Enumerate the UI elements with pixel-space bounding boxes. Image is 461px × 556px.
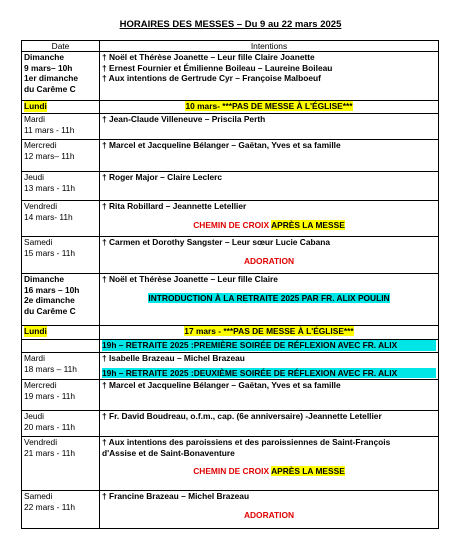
intentions-cell: † Roger Major – Claire Leclerc <box>100 172 439 201</box>
date-cell: Mardi 18 mars – 11h <box>22 353 100 380</box>
intentions-cell <box>100 340 439 353</box>
date-cell: Vendredi 14 mars- 11h <box>22 201 100 237</box>
date-cell: Samedi 15 mars - 11h <box>22 237 100 274</box>
table-row <box>22 326 439 340</box>
table-row <box>22 140 439 172</box>
way-of-cross-note: CHEMIN DE CROIX APRÈS LA MESSE <box>193 466 345 477</box>
date-cell: Lundi <box>22 326 100 340</box>
intentions-cell: † Aux intentions des paroissiens et des paroissiennes de Saint-François d'Assise et de Saint-Bonaventure CHEMIN DE CROIX APRÈS LA MESSE <box>100 437 439 491</box>
no-mass-note: 17 mars - ***PAS DE MESSE À L'ÉGLISE*** <box>184 326 354 337</box>
intentions-cell: † Carmen et Dorothy Sangster – Leur sœur Lucie Cabana ADORATION <box>100 237 439 274</box>
intentions-cell: † Rita Robillard – Jeannette Letellier CHEMIN DE CROIX APRÈS LA MESSE <box>100 201 439 237</box>
table-header <box>22 41 439 52</box>
table-row <box>22 172 439 201</box>
table-row <box>22 237 439 274</box>
intentions-cell: † Fr. David Boudreau, o.f.m., cap. (6e anniversaire) -Jeannette Letellier <box>100 411 439 437</box>
intentions-cell: † Noël et Thérèse Joanette – Leur fille Claire Joanette † Ernest Fournier et Émilienne Boileau – Laureine Boileau † Aux intentions de Gertrude Cyr – Françoise Malboeuf <box>100 52 439 101</box>
date-cell: Mardi 11 mars - 11h <box>22 114 100 140</box>
date-cell: Dimanche 16 mars – 10h 2e dimanche du Carême C <box>22 274 100 326</box>
no-mass-note: 10 mars- ***PAS DE MESSE À L'ÉGLISE*** <box>185 101 353 112</box>
way-of-cross-note: CHEMIN DE CROIX APRÈS LA MESSE <box>193 219 345 230</box>
intentions-cell: † Isabelle Brazeau – Michel Brazeau 19h – RETRAITE 2025 :DEUXIÈME SOIRÉE DE RÉFLEXION AVEC FR. ALIX <box>100 353 439 380</box>
date-cell: Jeudi 13 mars - 11h <box>22 172 100 201</box>
table-row <box>22 101 439 114</box>
intentions-cell: † Marcel et Jacqueline Bélanger – Gaëtan, Yves et sa famille <box>100 380 439 411</box>
table-row <box>22 353 439 380</box>
date-cell: Lundi <box>22 101 100 114</box>
retreat-intro-note: INTRODUCTION À LA RETRAITE 2025 PAR FR. ALIX POULIN <box>148 292 390 303</box>
date-cell <box>22 340 100 353</box>
intentions-cell <box>100 326 439 340</box>
date-cell: Mercredi 12 mars– 11h <box>22 140 100 172</box>
table-row <box>22 380 439 411</box>
retreat-evening-note: 19h – RETRAITE 2025 :DEUXIÈME SOIRÉE DE RÉFLEXION AVEC FR. ALIX <box>102 368 436 378</box>
header-intentions: Intentions <box>100 41 439 52</box>
intentions-cell: † Jean-Claude Villeneuve – Priscila Perth <box>100 114 439 140</box>
intentions-cell: † Noël et Thérèse Joanette – Leur fille Claire INTRODUCTION À LA RETRAITE 2025 PAR FR. ALIX POULIN <box>100 274 439 326</box>
date-cell: Vendredi 21 mars - 11h <box>22 437 100 491</box>
table-row <box>22 340 439 353</box>
date-cell: Dimanche 9 mars– 10h 1er dimanche du Carême C <box>22 52 100 101</box>
table-row <box>22 491 439 529</box>
retreat-evening-note: 19h – RETRAITE 2025 :PREMIÈRE SOIRÉE DE RÉFLEXION AVEC FR. ALIX <box>102 340 436 350</box>
intentions-cell <box>100 101 439 114</box>
date-cell: Mercredi 19 mars - 11h <box>22 380 100 411</box>
date-cell: Samedi 22 mars - 11h <box>22 491 100 529</box>
date-cell: Jeudi 20 mars - 11h <box>22 411 100 437</box>
table-row <box>22 411 439 437</box>
mass-schedule-table <box>21 40 439 529</box>
table-row <box>22 52 439 101</box>
adoration-note: ADORATION <box>243 255 295 266</box>
table-row <box>22 437 439 491</box>
intentions-cell: † Marcel et Jacqueline Bélanger – Gaëtan, Yves et sa famille <box>100 140 439 172</box>
intentions-cell: † Francine Brazeau – Michel Brazeau ADORATION <box>100 491 439 529</box>
table-row <box>22 201 439 237</box>
page-title: HORAIRES DES MESSES – Du 9 au 22 mars 2025 <box>119 19 342 30</box>
table-row <box>22 114 439 140</box>
adoration-note: ADORATION <box>243 509 295 520</box>
header-date: Date <box>22 41 100 52</box>
table-row <box>22 274 439 326</box>
